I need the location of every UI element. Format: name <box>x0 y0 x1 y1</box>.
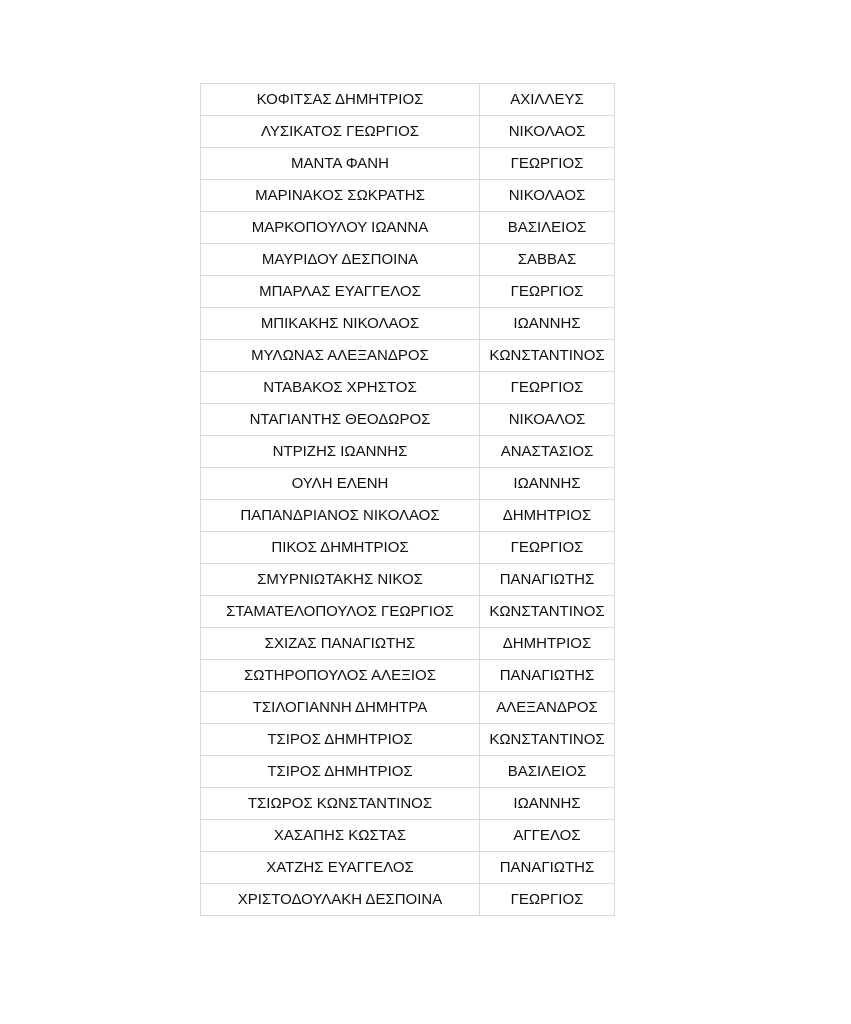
father-name-cell: ΓΕΩΡΓΙΟΣ <box>480 148 615 180</box>
father-name-cell: ΑΓΓΕΛΟΣ <box>480 820 615 852</box>
full-name-cell: ΝΤΑΓΙΑΝΤΗΣ ΘΕΟΔΩΡΟΣ <box>201 404 480 436</box>
table-row <box>201 308 615 340</box>
father-name-cell: ΚΩΝΣΤΑΝΤΙΝΟΣ <box>480 340 615 372</box>
table-row <box>201 180 615 212</box>
father-name-cell: ΓΕΩΡΓΙΟΣ <box>480 372 615 404</box>
table-row <box>201 436 615 468</box>
table-row <box>201 532 615 564</box>
full-name-cell: ΝΤΑΒΑΚΟΣ ΧΡΗΣΤΟΣ <box>201 372 480 404</box>
full-name-cell: ΜΑΡΚΟΠΟΥΛΟΥ ΙΩΑΝΝΑ <box>201 212 480 244</box>
table-row <box>201 340 615 372</box>
full-name-cell: ΤΣΙΛΟΓΙΑΝΝΗ ΔΗΜΗΤΡΑ <box>201 692 480 724</box>
father-name-cell: ΑΝΑΣΤΑΣΙΟΣ <box>480 436 615 468</box>
father-name-cell: ΓΕΩΡΓΙΟΣ <box>480 532 615 564</box>
table-row <box>201 660 615 692</box>
father-name-cell: ΔΗΜΗΤΡΙΟΣ <box>480 628 615 660</box>
father-name-cell: ΠΑΝΑΓΙΩΤΗΣ <box>480 660 615 692</box>
table-row <box>201 564 615 596</box>
table-row <box>201 404 615 436</box>
table-row <box>201 372 615 404</box>
father-name-cell: ΣΑΒΒΑΣ <box>480 244 615 276</box>
full-name-cell: ΧΑΣΑΠΗΣ ΚΩΣΤΑΣ <box>201 820 480 852</box>
table-row <box>201 596 615 628</box>
father-name-cell: ΙΩΑΝΝΗΣ <box>480 308 615 340</box>
father-name-cell: ΚΩΝΣΤΑΝΤΙΝΟΣ <box>480 596 615 628</box>
father-name-cell: ΓΕΩΡΓΙΟΣ <box>480 276 615 308</box>
father-name-cell: ΙΩΑΝΝΗΣ <box>480 468 615 500</box>
father-name-cell: ΑΧΙΛΛΕΥΣ <box>480 84 615 116</box>
names-table-body <box>201 84 615 916</box>
greek-names-table <box>200 83 615 916</box>
full-name-cell: ΠΑΠΑΝΔΡΙΑΝΟΣ ΝΙΚΟΛΑΟΣ <box>201 500 480 532</box>
full-name-cell: ΤΣΙΡΟΣ ΔΗΜΗΤΡΙΟΣ <box>201 724 480 756</box>
full-name-cell: ΧΑΤΖΗΣ ΕΥΑΓΓΕΛΟΣ <box>201 852 480 884</box>
full-name-cell: ΤΣΙΩΡΟΣ ΚΩΝΣΤΑΝΤΙΝΟΣ <box>201 788 480 820</box>
full-name-cell: ΠΙΚΟΣ ΔΗΜΗΤΡΙΟΣ <box>201 532 480 564</box>
table-row <box>201 756 615 788</box>
father-name-cell: ΝΙΚΟΛΑΟΣ <box>480 180 615 212</box>
table-row <box>201 692 615 724</box>
full-name-cell: ΜΑΡΙΝΑΚΟΣ ΣΩΚΡΑΤΗΣ <box>201 180 480 212</box>
father-name-cell: ΝΙΚΟΑΛΟΣ <box>480 404 615 436</box>
table-row <box>201 468 615 500</box>
full-name-cell: ΣΩΤΗΡΟΠΟΥΛΟΣ ΑΛΕΞΙΟΣ <box>201 660 480 692</box>
full-name-cell: ΜΠΑΡΛΑΣ ΕΥΑΓΓΕΛΟΣ <box>201 276 480 308</box>
father-name-cell: ΙΩΑΝΝΗΣ <box>480 788 615 820</box>
full-name-cell: ΣΧΙΖΑΣ ΠΑΝΑΓΙΩΤΗΣ <box>201 628 480 660</box>
table-row <box>201 884 615 916</box>
table-row <box>201 244 615 276</box>
father-name-cell: ΠΑΝΑΓΙΩΤΗΣ <box>480 564 615 596</box>
table-row <box>201 148 615 180</box>
table-row <box>201 276 615 308</box>
table-row <box>201 84 615 116</box>
father-name-cell: ΒΑΣΙΛΕΙΟΣ <box>480 756 615 788</box>
father-name-cell: ΝΙΚΟΛΑΟΣ <box>480 116 615 148</box>
table-row <box>201 500 615 532</box>
father-name-cell: ΔΗΜΗΤΡΙΟΣ <box>480 500 615 532</box>
father-name-cell: ΠΑΝΑΓΙΩΤΗΣ <box>480 852 615 884</box>
full-name-cell: ΟΥΛΗ ΕΛΕΝΗ <box>201 468 480 500</box>
full-name-cell: ΣΜΥΡΝΙΩΤΑΚΗΣ ΝΙΚΟΣ <box>201 564 480 596</box>
father-name-cell: ΓΕΩΡΓΙΟΣ <box>480 884 615 916</box>
full-name-cell: ΜΥΛΩΝΑΣ ΑΛΕΞΑΝΔΡΟΣ <box>201 340 480 372</box>
full-name-cell: ΜΠΙΚΑΚΗΣ ΝΙΚΟΛΑΟΣ <box>201 308 480 340</box>
father-name-cell: ΑΛΕΞΑΝΔΡΟΣ <box>480 692 615 724</box>
full-name-cell: ΜΑΝΤΑ ΦΑΝΗ <box>201 148 480 180</box>
table-row <box>201 820 615 852</box>
table-row <box>201 116 615 148</box>
table-row <box>201 852 615 884</box>
full-name-cell: ΚΟΦΙΤΣΑΣ ΔΗΜΗΤΡΙΟΣ <box>201 84 480 116</box>
table-row <box>201 212 615 244</box>
full-name-cell: ΜΑΥΡΙΔΟΥ ΔΕΣΠΟΙΝΑ <box>201 244 480 276</box>
full-name-cell: ΣΤΑΜΑΤΕΛΟΠΟΥΛΟΣ ΓΕΩΡΓΙΟΣ <box>201 596 480 628</box>
table-row <box>201 788 615 820</box>
full-name-cell: ΛΥΣΙΚΑΤΟΣ ΓΕΩΡΓΙΟΣ <box>201 116 480 148</box>
father-name-cell: ΒΑΣΙΛΕΙΟΣ <box>480 212 615 244</box>
full-name-cell: ΝΤΡΙΖΗΣ ΙΩΑΝΝΗΣ <box>201 436 480 468</box>
father-name-cell: ΚΩΝΣΤΑΝΤΙΝΟΣ <box>480 724 615 756</box>
table-row <box>201 724 615 756</box>
full-name-cell: ΧΡΙΣΤΟΔΟΥΛΑΚΗ ΔΕΣΠΟΙΝΑ <box>201 884 480 916</box>
full-name-cell: ΤΣΙΡΟΣ ΔΗΜΗΤΡΙΟΣ <box>201 756 480 788</box>
table-row <box>201 628 615 660</box>
